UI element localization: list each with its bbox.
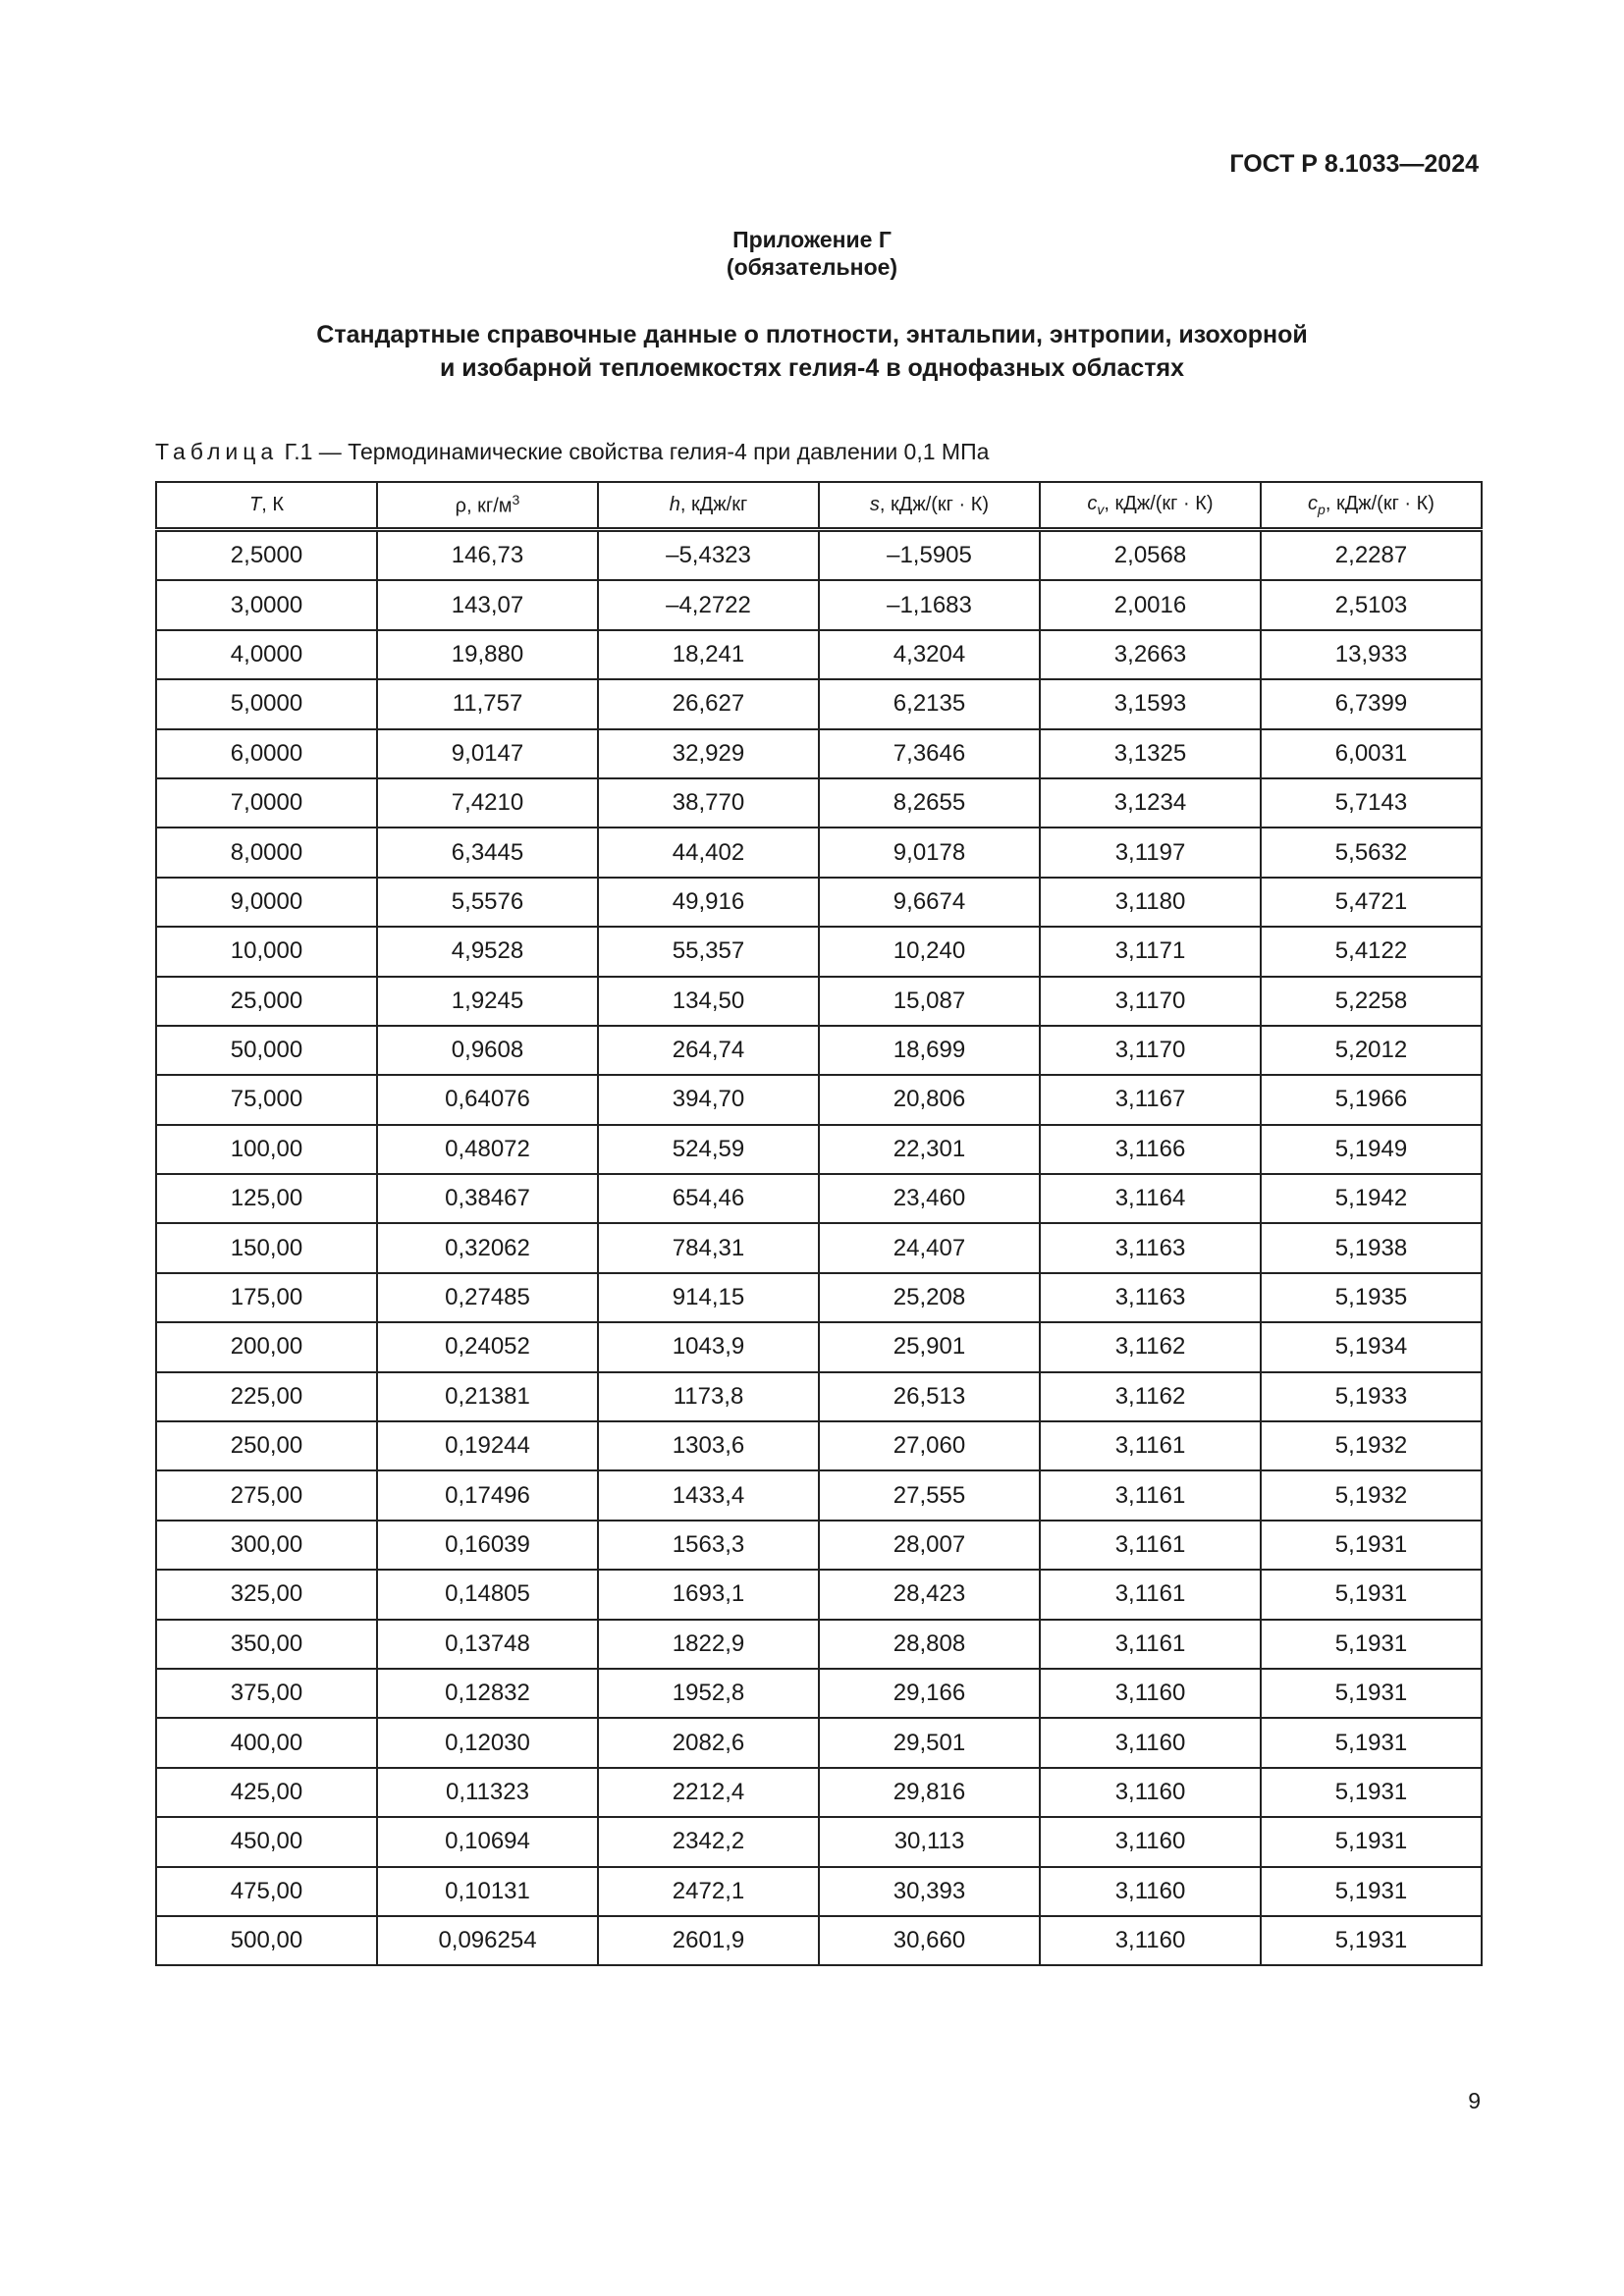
cell-enthalpy: 1822,9 xyxy=(598,1620,819,1669)
cell-density: 11,757 xyxy=(377,679,598,728)
cell-entropy: 10,240 xyxy=(819,927,1040,976)
cell-density: 0,27485 xyxy=(377,1273,598,1322)
header-isobaric-heat-capacity xyxy=(1261,482,1482,530)
cell-enthalpy: 2472,1 xyxy=(598,1867,819,1916)
cell-enthalpy: 55,357 xyxy=(598,927,819,976)
cell-density: 6,3445 xyxy=(377,828,598,877)
table-row xyxy=(156,729,1482,778)
cell-cp: 5,1934 xyxy=(1261,1322,1482,1371)
cell-enthalpy: 1303,6 xyxy=(598,1421,819,1470)
cell-cv: 3,1325 xyxy=(1040,729,1261,778)
cell-density: 0,17496 xyxy=(377,1470,598,1520)
cell-enthalpy: 2212,4 xyxy=(598,1768,819,1817)
cell-enthalpy: 38,770 xyxy=(598,778,819,828)
cell-density: 0,32062 xyxy=(377,1223,598,1272)
cell-temperature: 25,000 xyxy=(156,977,377,1026)
cell-density: 0,21381 xyxy=(377,1372,598,1421)
cell-density: 9,0147 xyxy=(377,729,598,778)
cell-temperature: 175,00 xyxy=(156,1273,377,1322)
header-density-exponent: 3 xyxy=(512,492,520,508)
cell-cv: 3,1160 xyxy=(1040,1768,1261,1817)
cell-density: 0,12832 xyxy=(377,1669,598,1718)
cell-temperature: 125,00 xyxy=(156,1174,377,1223)
appendix-title: Приложение Г xyxy=(732,227,892,252)
table-row xyxy=(156,1620,1482,1669)
main-title-line-1: Стандартные справочные данные о плотности, энтальпии, энтропии, изохорной xyxy=(316,321,1308,348)
cell-entropy: 25,208 xyxy=(819,1273,1040,1322)
appendix-status: (обязательное) xyxy=(726,254,898,280)
cell-cv: 3,1161 xyxy=(1040,1620,1261,1669)
header-cp-symbol: c xyxy=(1308,493,1319,514)
table-row xyxy=(156,878,1482,927)
cell-entropy: 8,2655 xyxy=(819,778,1040,828)
cell-entropy: 30,113 xyxy=(819,1817,1040,1866)
cell-temperature: 450,00 xyxy=(156,1817,377,1866)
table-row xyxy=(156,1867,1482,1916)
cell-temperature: 225,00 xyxy=(156,1372,377,1421)
cell-temperature: 400,00 xyxy=(156,1718,377,1767)
table-row xyxy=(156,1223,1482,1272)
table-row xyxy=(156,1470,1482,1520)
cell-entropy: 26,513 xyxy=(819,1372,1040,1421)
cell-enthalpy: 134,50 xyxy=(598,977,819,1026)
cell-cp: 5,1931 xyxy=(1261,1817,1482,1866)
cell-entropy: 29,166 xyxy=(819,1669,1040,1718)
cell-temperature: 200,00 xyxy=(156,1322,377,1371)
cell-cv: 3,1197 xyxy=(1040,828,1261,877)
table-row xyxy=(156,530,1482,581)
cell-cv: 3,1171 xyxy=(1040,927,1261,976)
cell-cp: 13,933 xyxy=(1261,630,1482,679)
cell-temperature: 100,00 xyxy=(156,1125,377,1174)
cell-temperature: 150,00 xyxy=(156,1223,377,1272)
cell-cv: 3,1180 xyxy=(1040,878,1261,927)
table-row xyxy=(156,1125,1482,1174)
cell-temperature: 475,00 xyxy=(156,1867,377,1916)
cell-entropy: –1,1683 xyxy=(819,580,1040,629)
cell-entropy: 4,3204 xyxy=(819,630,1040,679)
cell-enthalpy: 44,402 xyxy=(598,828,819,877)
cell-cp: 5,2258 xyxy=(1261,977,1482,1026)
cell-density: 146,73 xyxy=(377,530,598,581)
header-entropy xyxy=(819,482,1040,530)
table-row xyxy=(156,1075,1482,1124)
table-header-row xyxy=(156,482,1482,530)
cell-entropy: 28,007 xyxy=(819,1521,1040,1570)
cell-density: 0,64076 xyxy=(377,1075,598,1124)
table-row xyxy=(156,1916,1482,1965)
table-row xyxy=(156,580,1482,629)
cell-cv: 3,1170 xyxy=(1040,1026,1261,1075)
table-row xyxy=(156,1669,1482,1718)
cell-entropy: 20,806 xyxy=(819,1075,1040,1124)
cell-temperature: 8,0000 xyxy=(156,828,377,877)
cell-enthalpy: 394,70 xyxy=(598,1075,819,1124)
cell-enthalpy: 26,627 xyxy=(598,679,819,728)
cell-entropy: 29,816 xyxy=(819,1768,1040,1817)
cell-cv: 3,1162 xyxy=(1040,1372,1261,1421)
cell-enthalpy: 32,929 xyxy=(598,729,819,778)
cell-enthalpy: 914,15 xyxy=(598,1273,819,1322)
cell-enthalpy: 1433,4 xyxy=(598,1470,819,1520)
cell-cv: 3,1170 xyxy=(1040,977,1261,1026)
cell-cv: 2,0016 xyxy=(1040,580,1261,629)
cell-cp: 6,7399 xyxy=(1261,679,1482,728)
cell-density: 0,12030 xyxy=(377,1718,598,1767)
header-enthalpy xyxy=(598,482,819,530)
cell-enthalpy: 1952,8 xyxy=(598,1669,819,1718)
cell-density: 0,24052 xyxy=(377,1322,598,1371)
header-enthalpy-unit: , кДж/кг xyxy=(679,494,748,515)
cell-temperature: 250,00 xyxy=(156,1421,377,1470)
cell-cv: 3,1161 xyxy=(1040,1421,1261,1470)
cell-enthalpy: 524,59 xyxy=(598,1125,819,1174)
cell-temperature: 375,00 xyxy=(156,1669,377,1718)
cell-temperature: 50,000 xyxy=(156,1026,377,1075)
cell-enthalpy: 1693,1 xyxy=(598,1570,819,1619)
header-cv-unit: , кДж/(кг · К) xyxy=(1104,493,1214,514)
cell-enthalpy: 784,31 xyxy=(598,1223,819,1272)
cell-temperature: 7,0000 xyxy=(156,778,377,828)
cell-cv: 2,0568 xyxy=(1040,530,1261,581)
cell-density: 19,880 xyxy=(377,630,598,679)
main-title xyxy=(196,318,1428,385)
header-isochoric-heat-capacity xyxy=(1040,482,1261,530)
cell-entropy: 22,301 xyxy=(819,1125,1040,1174)
cell-density: 0,14805 xyxy=(377,1570,598,1619)
cell-cv: 3,2663 xyxy=(1040,630,1261,679)
header-temperature-unit: , К xyxy=(261,494,284,515)
cell-enthalpy: 264,74 xyxy=(598,1026,819,1075)
cell-entropy: 18,699 xyxy=(819,1026,1040,1075)
cell-density: 0,096254 xyxy=(377,1916,598,1965)
cell-temperature: 4,0000 xyxy=(156,630,377,679)
document-code: ГОСТ Р 8.1033—2024 xyxy=(1229,150,1479,178)
cell-cp: 5,1931 xyxy=(1261,1620,1482,1669)
table-row xyxy=(156,630,1482,679)
table-row xyxy=(156,927,1482,976)
cell-cp: 5,1933 xyxy=(1261,1372,1482,1421)
table-row xyxy=(156,1026,1482,1075)
cell-temperature: 2,5000 xyxy=(156,530,377,581)
cell-density: 4,9528 xyxy=(377,927,598,976)
cell-entropy: 27,060 xyxy=(819,1421,1040,1470)
cell-cv: 3,1163 xyxy=(1040,1223,1261,1272)
table-caption-text: Г.1 — Термодинамические свойства гелия-4 при давлении 0,1 МПа xyxy=(284,439,990,464)
cell-cv: 3,1593 xyxy=(1040,679,1261,728)
cell-entropy: 15,087 xyxy=(819,977,1040,1026)
cell-cp: 5,1931 xyxy=(1261,1718,1482,1767)
cell-cv: 3,1160 xyxy=(1040,1718,1261,1767)
cell-cv: 3,1160 xyxy=(1040,1669,1261,1718)
main-title-line-2: и изобарной теплоемкостях гелия-4 в однофазных областях xyxy=(439,354,1185,382)
cell-entropy: 30,660 xyxy=(819,1916,1040,1965)
cell-cp: 2,2287 xyxy=(1261,530,1482,581)
header-temperature-symbol: T xyxy=(249,494,262,515)
cell-temperature: 325,00 xyxy=(156,1570,377,1619)
cell-cv: 3,1161 xyxy=(1040,1521,1261,1570)
cell-density: 0,13748 xyxy=(377,1620,598,1669)
cell-entropy: 25,901 xyxy=(819,1322,1040,1371)
cell-density: 0,38467 xyxy=(377,1174,598,1223)
cell-density: 0,48072 xyxy=(377,1125,598,1174)
table-row xyxy=(156,778,1482,828)
cell-temperature: 10,000 xyxy=(156,927,377,976)
table-row xyxy=(156,1273,1482,1322)
cell-cv: 3,1162 xyxy=(1040,1322,1261,1371)
cell-temperature: 9,0000 xyxy=(156,878,377,927)
cell-density: 143,07 xyxy=(377,580,598,629)
cell-entropy: 30,393 xyxy=(819,1867,1040,1916)
cell-density: 0,10131 xyxy=(377,1867,598,1916)
cell-cp: 5,2012 xyxy=(1261,1026,1482,1075)
cell-cp: 6,0031 xyxy=(1261,729,1482,778)
header-cp-subscript: p xyxy=(1318,502,1326,517)
appendix-heading xyxy=(0,226,1624,281)
cell-cp: 5,1966 xyxy=(1261,1075,1482,1124)
cell-cp: 2,5103 xyxy=(1261,580,1482,629)
table-row xyxy=(156,1372,1482,1421)
table-row xyxy=(156,679,1482,728)
cell-cp: 5,4721 xyxy=(1261,878,1482,927)
cell-density: 0,9608 xyxy=(377,1026,598,1075)
cell-cp: 5,1942 xyxy=(1261,1174,1482,1223)
cell-entropy: 9,6674 xyxy=(819,878,1040,927)
cell-temperature: 75,000 xyxy=(156,1075,377,1124)
cell-cp: 5,1932 xyxy=(1261,1421,1482,1470)
table-row xyxy=(156,1768,1482,1817)
cell-density: 0,19244 xyxy=(377,1421,598,1470)
header-cp-unit: , кДж/(кг · К) xyxy=(1325,493,1435,514)
table-row xyxy=(156,828,1482,877)
cell-temperature: 5,0000 xyxy=(156,679,377,728)
table-row xyxy=(156,977,1482,1026)
cell-cp: 5,5632 xyxy=(1261,828,1482,877)
header-enthalpy-symbol: h xyxy=(669,494,680,515)
cell-density: 0,10694 xyxy=(377,1817,598,1866)
cell-temperature: 500,00 xyxy=(156,1916,377,1965)
cell-cv: 3,1161 xyxy=(1040,1470,1261,1520)
table-row xyxy=(156,1521,1482,1570)
header-cv-subscript: v xyxy=(1097,502,1105,517)
header-density-unit: , кг/м xyxy=(466,495,513,517)
cell-temperature: 425,00 xyxy=(156,1768,377,1817)
cell-cp: 5,1931 xyxy=(1261,1521,1482,1570)
cell-temperature: 3,0000 xyxy=(156,580,377,629)
cell-temperature: 6,0000 xyxy=(156,729,377,778)
cell-density: 0,16039 xyxy=(377,1521,598,1570)
table-row xyxy=(156,1817,1482,1866)
cell-entropy: 24,407 xyxy=(819,1223,1040,1272)
cell-cp: 5,1935 xyxy=(1261,1273,1482,1322)
cell-cv: 3,1160 xyxy=(1040,1867,1261,1916)
cell-temperature: 275,00 xyxy=(156,1470,377,1520)
cell-enthalpy: 654,46 xyxy=(598,1174,819,1223)
cell-enthalpy: 2342,2 xyxy=(598,1817,819,1866)
table-row xyxy=(156,1570,1482,1619)
cell-cv: 3,1161 xyxy=(1040,1570,1261,1619)
cell-enthalpy: 2601,9 xyxy=(598,1916,819,1965)
header-density xyxy=(377,482,598,530)
cell-cp: 5,1949 xyxy=(1261,1125,1482,1174)
cell-temperature: 350,00 xyxy=(156,1620,377,1669)
cell-entropy: 28,808 xyxy=(819,1620,1040,1669)
cell-temperature: 300,00 xyxy=(156,1521,377,1570)
page-number: 9 xyxy=(1468,2088,1481,2113)
table-row xyxy=(156,1322,1482,1371)
header-density-symbol: ρ xyxy=(455,495,467,517)
table-body xyxy=(156,530,1482,1966)
cell-density: 7,4210 xyxy=(377,778,598,828)
cell-cv: 3,1160 xyxy=(1040,1817,1261,1866)
cell-density: 1,9245 xyxy=(377,977,598,1026)
cell-density: 0,11323 xyxy=(377,1768,598,1817)
cell-cp: 5,4122 xyxy=(1261,927,1482,976)
cell-entropy: 28,423 xyxy=(819,1570,1040,1619)
cell-entropy: 9,0178 xyxy=(819,828,1040,877)
cell-entropy: 6,2135 xyxy=(819,679,1040,728)
cell-cv: 3,1234 xyxy=(1040,778,1261,828)
cell-entropy: –1,5905 xyxy=(819,530,1040,581)
cell-entropy: 29,501 xyxy=(819,1718,1040,1767)
cell-cv: 3,1167 xyxy=(1040,1075,1261,1124)
cell-cp: 5,7143 xyxy=(1261,778,1482,828)
cell-enthalpy: 49,916 xyxy=(598,878,819,927)
cell-enthalpy: 1043,9 xyxy=(598,1322,819,1371)
header-temperature xyxy=(156,482,377,530)
cell-enthalpy: 18,241 xyxy=(598,630,819,679)
table-row xyxy=(156,1718,1482,1767)
table-caption xyxy=(155,439,989,465)
cell-enthalpy: 1173,8 xyxy=(598,1372,819,1421)
cell-entropy: 23,460 xyxy=(819,1174,1040,1223)
cell-density: 5,5576 xyxy=(377,878,598,927)
header-entropy-unit: , кДж/(кг · К) xyxy=(879,494,990,515)
cell-cp: 5,1931 xyxy=(1261,1768,1482,1817)
table-row xyxy=(156,1421,1482,1470)
cell-cp: 5,1932 xyxy=(1261,1470,1482,1520)
cell-cp: 5,1931 xyxy=(1261,1570,1482,1619)
thermodynamic-properties-table xyxy=(155,481,1483,1966)
cell-cv: 3,1160 xyxy=(1040,1916,1261,1965)
cell-cp: 5,1931 xyxy=(1261,1867,1482,1916)
cell-cp: 5,1938 xyxy=(1261,1223,1482,1272)
cell-cp: 5,1931 xyxy=(1261,1916,1482,1965)
cell-entropy: 27,555 xyxy=(819,1470,1040,1520)
cell-cv: 3,1166 xyxy=(1040,1125,1261,1174)
cell-cp: 5,1931 xyxy=(1261,1669,1482,1718)
table-caption-label: Таблица xyxy=(155,439,279,464)
cell-entropy: 7,3646 xyxy=(819,729,1040,778)
cell-cv: 3,1163 xyxy=(1040,1273,1261,1322)
header-entropy-symbol: s xyxy=(869,494,880,515)
cell-enthalpy: –4,2722 xyxy=(598,580,819,629)
cell-enthalpy: –5,4323 xyxy=(598,530,819,581)
table-row xyxy=(156,1174,1482,1223)
cell-enthalpy: 2082,6 xyxy=(598,1718,819,1767)
header-cv-symbol: c xyxy=(1087,493,1098,514)
cell-cv: 3,1164 xyxy=(1040,1174,1261,1223)
cell-enthalpy: 1563,3 xyxy=(598,1521,819,1570)
